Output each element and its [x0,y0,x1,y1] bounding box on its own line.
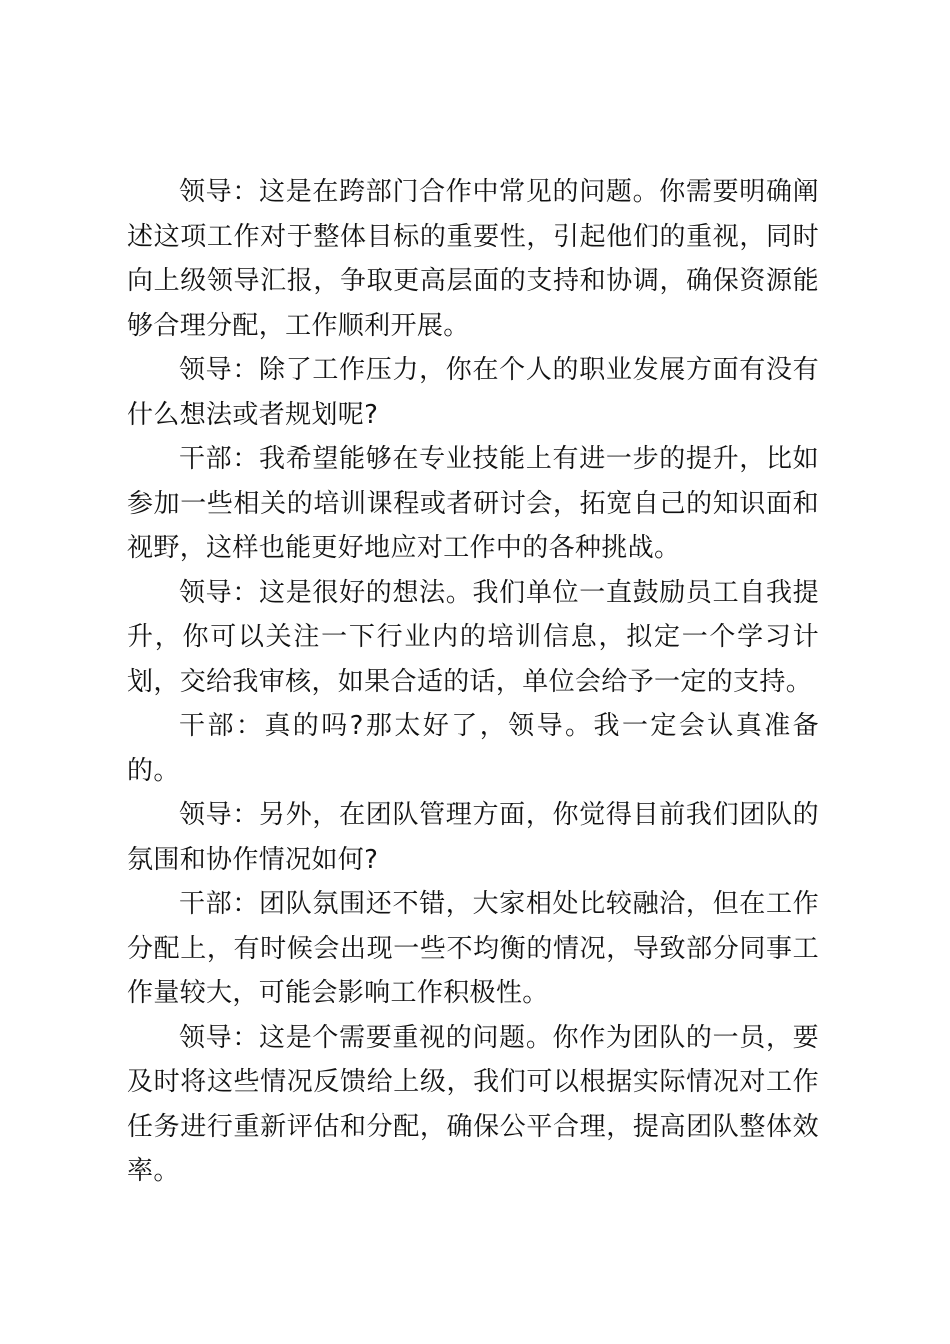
dialogue-body [127,170,819,1194]
dialogue-paragraph: 领导：这是在跨部门合作中常见的问题。你需要明确阐述这项工作对于整体目标的重要性，引起他们的重视，同时向上级领导汇报，争取更高层面的支持和协调，确保资源能够合理分配，工作顺利开展。 [127,177,819,341]
dialogue-paragraph: 干部：团队氛围还不错，大家相处比较融洽，但在工作分配上，有时候会出现一些不均衡的情况，导致部分同事工作量较大，可能会影响工作积极性。 [127,889,819,1008]
dialogue-paragraph: 领导：这是个需要重视的问题。你作为团队的一员，要及时将这些情况反馈给上级，我们可以根据实际情况对工作任务进行重新评估和分配，确保公平合理，提高团队整体效率。 [127,1022,819,1186]
dialogue-paragraph: 领导：另外，在团队管理方面，你觉得目前我们团队的氛围和协作情况如何? [127,800,819,875]
dialogue-paragraph: 领导：这是很好的想法。我们单位一直鼓励员工自我提升，你可以关注一下行业内的培训信息，拟定一个学习计划，交给我审核，如果合适的话，单位会给予一定的支持。 [127,577,819,697]
dialogue-paragraph: 领导：除了工作压力，你在个人的职业发展方面有没有什么想法或者规划呢? [127,355,819,430]
dialogue-paragraph: 干部：我希望能够在专业技能上有进一步的提升，比如参加一些相关的培训课程或者研讨会，拓宽自己的知识面和视野，这样也能更好地应对工作中的各种挑战。 [127,444,819,563]
dialogue-paragraph: 干部：真的吗?那太好了，领导。我一定会认真准备的。 [127,711,819,786]
